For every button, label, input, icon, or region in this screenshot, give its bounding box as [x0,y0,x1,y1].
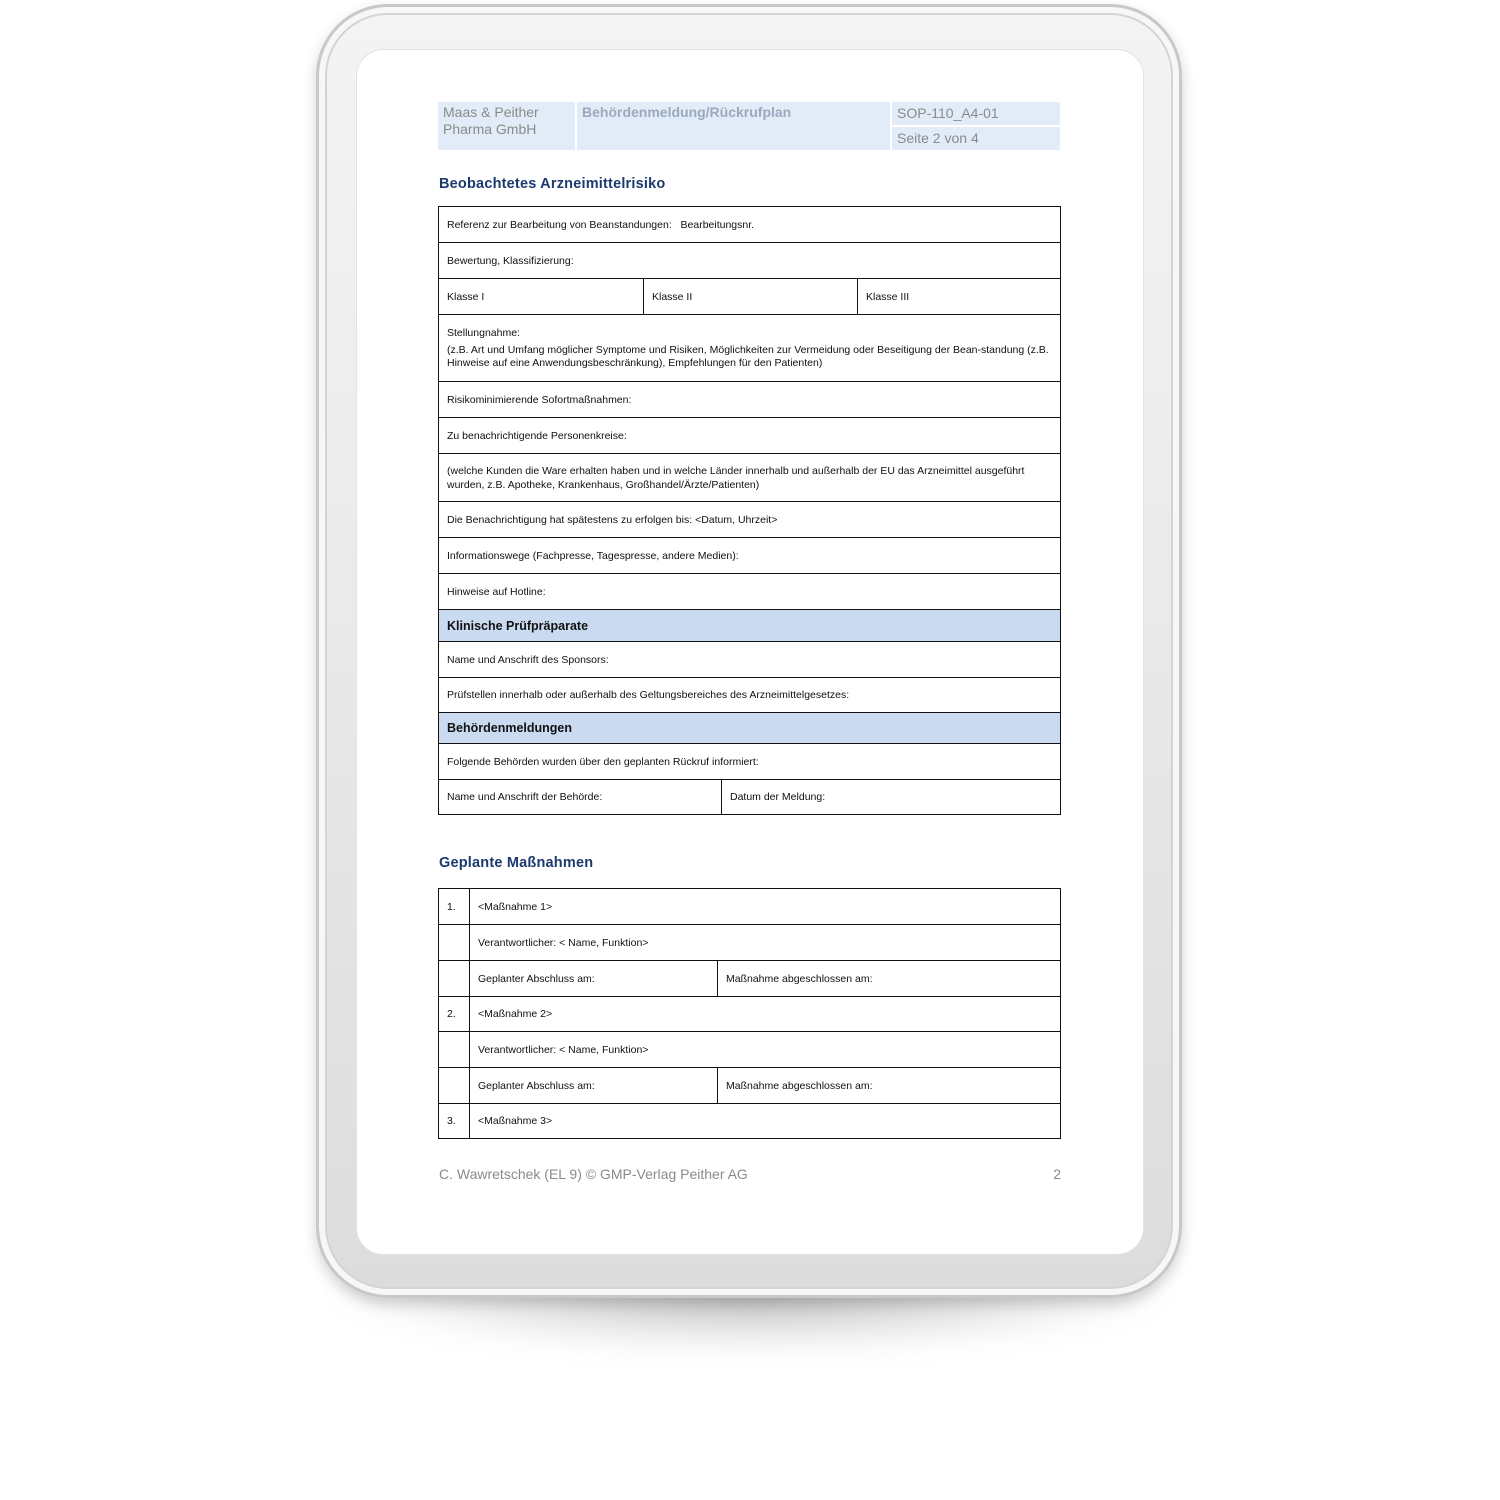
measure-name: <Maßnahme 2> [470,997,1061,1032]
report-date-cell: Datum der Meldung: [722,780,1061,815]
table-row [439,1104,1061,1139]
footer-page-number: 2 [1053,1166,1061,1182]
clinical-heading: Klinische Prüfpräparate [439,610,1061,642]
measure-responsible: Verantwortlicher: < Name, Funktion> [470,925,1061,961]
table-row [439,925,1061,961]
table-row [439,502,1061,538]
table-row [439,418,1061,454]
empty-cell [439,1032,470,1068]
statement-label: Stellungnahme: [447,327,520,339]
table-row [439,574,1061,610]
document-ids [892,102,1060,150]
table-row [439,315,1061,382]
table-row [439,997,1061,1032]
document-header [438,102,1060,150]
document-id: SOP-110_A4-01 [892,102,1060,125]
authorities-informed-cell: Folgende Behörden wurden über den geplanten Rückruf informiert: [439,744,1061,780]
rating-cell: Bewertung, Klassifizierung: [439,243,1061,279]
page-indicator: Seite 2 von 4 [892,127,1060,150]
measure-number: 1. [439,889,470,925]
company-name: Maas & Peither Pharma GmbH [438,102,575,150]
persons-cell: Zu benachrichtigende Personenkreise: [439,418,1061,454]
measure-planned: Geplanter Abschluss am: [470,961,718,997]
footer-copyright: C. Wawretschek (EL 9) © GMP-Verlag Peither AG [439,1166,748,1182]
document-page [438,102,1061,1182]
table-row [439,243,1061,279]
channels-cell: Informationswege (Fachpresse, Tagespresse, andere Medien): [439,538,1061,574]
table-row [439,642,1061,678]
table-row [439,678,1061,713]
statement-cell [439,315,1061,382]
statement-note: (z.B. Art und Umfang möglicher Symptome und Risiken, Möglichkeiten zur Vermeidung oder Beseitigung der Bean-standung (z.B. Hinweise auf eine Anwendungsbeschränkung), Empfehlungen für den Patienten) [447,344,1049,369]
persons-note-cell: (welche Kunden die Ware erhalten haben und in welche Länder innerhalb und außerhalb der EU das Arzneimittel ausgeführt wurden, z.B. Apotheke, Krankenhaus, Großhandel/Ärzte/Patienten) [439,454,1061,502]
empty-cell [439,925,470,961]
table-row [439,744,1061,780]
table-row [439,1032,1061,1068]
table-row [439,1068,1061,1104]
table-row [439,454,1061,502]
empty-cell [439,1068,470,1104]
test-sites-cell: Prüfstellen innerhalb oder außerhalb des Geltungsbereiches des Arzneimittelgesetzes: [439,678,1061,713]
table-row [439,538,1061,574]
empty-cell [439,961,470,997]
measure-completed: Maßnahme abgeschlossen am: [718,961,1061,997]
table-row [439,207,1061,243]
table-row [439,780,1061,815]
measure-number: 2. [439,997,470,1032]
measure-responsible: Verantwortlicher: < Name, Funktion> [470,1032,1061,1068]
deadline-cell: Die Benachrichtigung hat spätestens zu erfolgen bis: <Datum, Uhrzeit> [439,502,1061,538]
measure-name: <Maßnahme 3> [470,1104,1061,1139]
immediate-measures-cell: Risikominimierende Sofortmaßnahmen: [439,382,1061,418]
measure-number: 3. [439,1104,470,1139]
reference-label: Referenz zur Bearbeitung von Beanstandungen: [447,218,672,231]
class-ii-cell: Klasse II [644,279,858,315]
table-row [439,279,1061,315]
table-row [439,889,1061,925]
plan-heading: Geplante Maßnahmen [439,855,594,871]
sponsor-cell: Name und Anschrift des Sponsors: [439,642,1061,678]
measure-name: <Maßnahme 1> [470,889,1061,925]
table-row [439,961,1061,997]
authority-name-cell: Name und Anschrift der Behörde: [439,780,722,815]
reference-cell [439,207,1061,243]
class-iii-cell: Klasse III [858,279,1061,315]
measure-completed: Maßnahme abgeschlossen am: [718,1068,1061,1104]
risk-heading: Beobachtetes Arzneimittelrisiko [439,176,666,192]
document-footer [439,1166,1061,1182]
reference-value: Bearbeitungsnr. [680,218,755,231]
hotline-cell: Hinweise auf Hotline: [439,574,1061,610]
measure-planned: Geplanter Abschluss am: [470,1068,718,1104]
authorities-heading: Behördenmeldungen [439,713,1061,744]
table-row [439,382,1061,418]
document-title: Behördenmeldung/Rückrufplan [577,102,890,150]
class-i-cell: Klasse I [439,279,644,315]
measures-table [438,888,1061,1139]
section-row [439,610,1061,642]
risk-table [438,206,1061,815]
section-row [439,713,1061,744]
